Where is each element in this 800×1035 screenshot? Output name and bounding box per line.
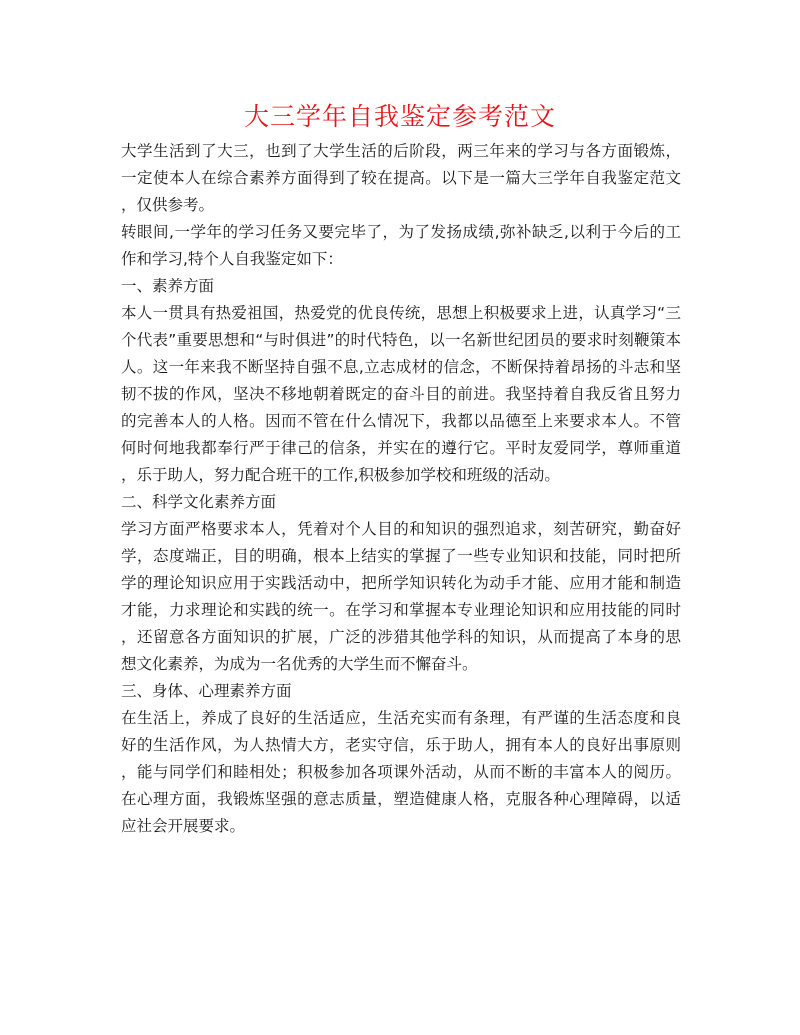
body-text-line: 想文化素养，为成为一名优秀的大学生而不懈奋斗。 <box>121 655 478 673</box>
body-text-line: 学的理论知识应用于实践活动中，把所学知识转化为动手才能、应用才能和制造 <box>121 574 681 592</box>
body-text-line: 何时何地我都奉行严于律己的信条，并实在的遵行它。平时友爱同学，尊师重道 <box>121 439 681 457</box>
body-text-line: 才能，力求理论和实践的统一。在学习和掌握本专业理论知识和应用技能的同时 <box>121 601 681 619</box>
body-text-line: 韧不拔的作风，坚决不移地朝着既定的奋斗目的前进。我坚持着自我反省且努力 <box>121 385 681 403</box>
body-text-line: ，乐于助人，努力配合班干的工作,积极参加学校和班级的活动。 <box>121 466 560 484</box>
body-text-line: ，还留意各方面知识的扩展，广泛的涉猎其他学科的知识，从而提高了本身的思 <box>121 628 681 646</box>
body-text-line: 个代表”重要思想和“与时俱进”的时代特色，以一名新世纪团员的要求时刻鞭策本 <box>121 331 681 349</box>
body-text-line: 在心理方面，我锻炼坚强的意志质量，塑造健康人格，克服各种心理障碍，以适 <box>121 790 681 808</box>
body-text-line: 应社会开展要求。 <box>121 817 246 835</box>
body-text-line: 学，态度端正，目的明确，根本上结实的掌握了一些专业知识和技能，同时把所 <box>121 547 681 565</box>
body-text-line: 三、身体、心理素养方面 <box>121 682 292 700</box>
body-text-line: 学习方面严格要求本人，凭着对个人目的和知识的强烈追求，刻苦研究，勤奋好 <box>121 520 681 538</box>
body-text-line: 作和学习,特个人自我鉴定如下： <box>121 250 343 268</box>
body-text-line: 在生活上，养成了良好的生活适应，生活充实而有条理，有严谨的生活态度和良 <box>121 709 681 727</box>
body-text-line: 二、科学文化素养方面 <box>121 493 277 511</box>
body-text-line: ，仅供参考。 <box>121 196 215 214</box>
body-text-line: 大学生活到了大三，也到了大学生活的后阶段，两三年来的学习与各方面锻炼， <box>121 142 681 160</box>
body-text-line: 本人一贯具有热爱祖国，热爱党的优良传统，思想上积极要求上进，认真学习“三 <box>121 304 681 322</box>
body-text-line: 人。这一年来我不断坚持自强不息,立志成材的信念，不断保持着昂扬的斗志和坚 <box>121 358 681 376</box>
document-body <box>121 138 681 840</box>
body-text-line: 的完善本人的人格。因而不管在什么情况下，我都以品德至上来要求本人。不管 <box>121 412 681 430</box>
body-text-line: ，能与同学们和睦相处；积极参加各项课外活动，从而不断的丰富本人的阅历。 <box>121 763 681 781</box>
document-title: 大三学年自我鉴定参考范文 <box>243 102 556 131</box>
body-text-line: 一、素养方面 <box>121 277 215 295</box>
body-text-line: 转眼间,一学年的学习任务又要完毕了，为了发扬成绩,弥补缺乏,以利于今后的工 <box>121 223 681 241</box>
body-text-line: 好的生活作风，为人热情大方，老实守信，乐于助人，拥有本人的良好出事原则 <box>121 736 681 754</box>
body-text-line: 一定使本人在综合素养方面得到了较在提高。以下是一篇大三学年自我鉴定范文 <box>121 169 681 187</box>
